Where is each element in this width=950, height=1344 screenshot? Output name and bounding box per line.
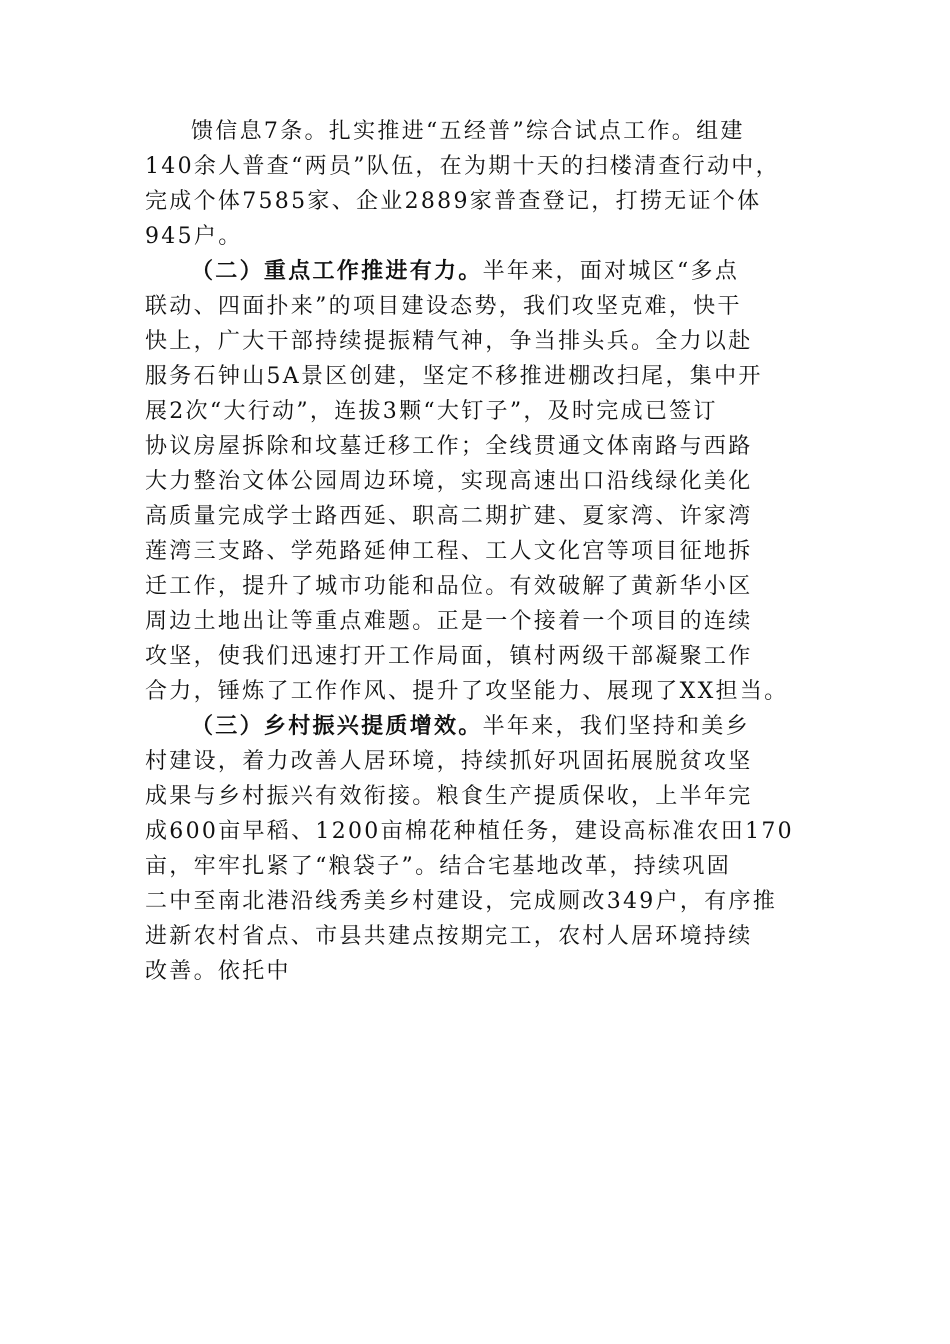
section-heading: （二）重点工作推进有力。 <box>191 258 483 284</box>
text-line: 改善。依托中 <box>145 959 291 984</box>
text-line: 周边土地出让等重点难题。正是一个接着一个项目的连续 <box>145 609 753 634</box>
paragraph-2 <box>145 254 815 709</box>
paragraph-1 <box>145 114 815 254</box>
text-line: 成600亩早稻、1200亩棉花种植任务，建设高标准农田170 <box>145 819 794 844</box>
text-line: 140余人普查“两员”队伍，在为期十天的扫楼清查行动中， <box>145 154 780 179</box>
text-line: 馈信息7条。扎实推进“五经普”综合试点工作。组建 <box>191 119 745 144</box>
text-line: 成果与乡村振兴有效衔接。粮食生产提质保收，上半年完 <box>145 784 753 809</box>
text-line: 展2次“大行动”，连拔3颗“大钉子”，及时完成已签订 <box>145 399 718 424</box>
text-line: 迁工作，提升了城市功能和品位。有效破解了黄新华小区 <box>145 574 753 599</box>
document-body <box>145 114 815 989</box>
text-line: 大力整治文体公园周边环境，实现高速出口沿线绿化美化 <box>145 469 753 494</box>
text-line: 二中至南北港沿线秀美乡村建设，完成厕改349户，有序推 <box>145 889 778 914</box>
text-line: 完成个体7585家、企业2889家普查登记，打捞无证个体 <box>145 189 762 214</box>
text-line: 高质量完成学士路西延、职高二期扩建、夏家湾、许家湾 <box>145 504 753 529</box>
text-line-rest: 半年来，面对城区“多点 <box>482 259 740 284</box>
paragraph-3 <box>145 709 815 989</box>
text-line: 联动、四面扑来”的项目建设态势，我们攻坚克难，快干 <box>145 294 742 319</box>
text-line-rest: 半年来，我们坚持和美乡 <box>482 714 750 739</box>
section-heading: （三）乡村振兴提质增效。 <box>191 713 483 739</box>
text-line: 攻坚，使我们迅速打开工作局面，镇村两级干部凝聚工作 <box>145 644 753 669</box>
text-line <box>145 709 815 744</box>
text-line: 莲湾三支路、学苑路延伸工程、工人文化宫等项目征地拆 <box>145 539 753 564</box>
text-line: 亩，牢牢扎紧了“粮袋子”。结合宅基地改革，持续巩固 <box>145 854 731 879</box>
text-line: 协议房屋拆除和坟墓迁移工作；全线贯通文体南路与西路 <box>145 434 753 459</box>
text-line: 合力，锤炼了工作作风、提升了攻坚能力、展现了XX担当。 <box>145 679 789 704</box>
text-line: 进新农村省点、市县共建点按期完工，农村人居环境持续 <box>145 924 753 949</box>
text-line: 945户。 <box>145 224 243 249</box>
text-line: 快上，广大干部持续提振精气神，争当排头兵。全力以赴 <box>145 329 753 354</box>
text-line: 村建设，着力改善人居环境，持续抓好巩固拓展脱贫攻坚 <box>145 749 753 774</box>
text-line <box>145 254 815 289</box>
text-line: 服务石钟山5A景区创建，坚定不移推进棚改扫尾，集中开 <box>145 364 763 389</box>
